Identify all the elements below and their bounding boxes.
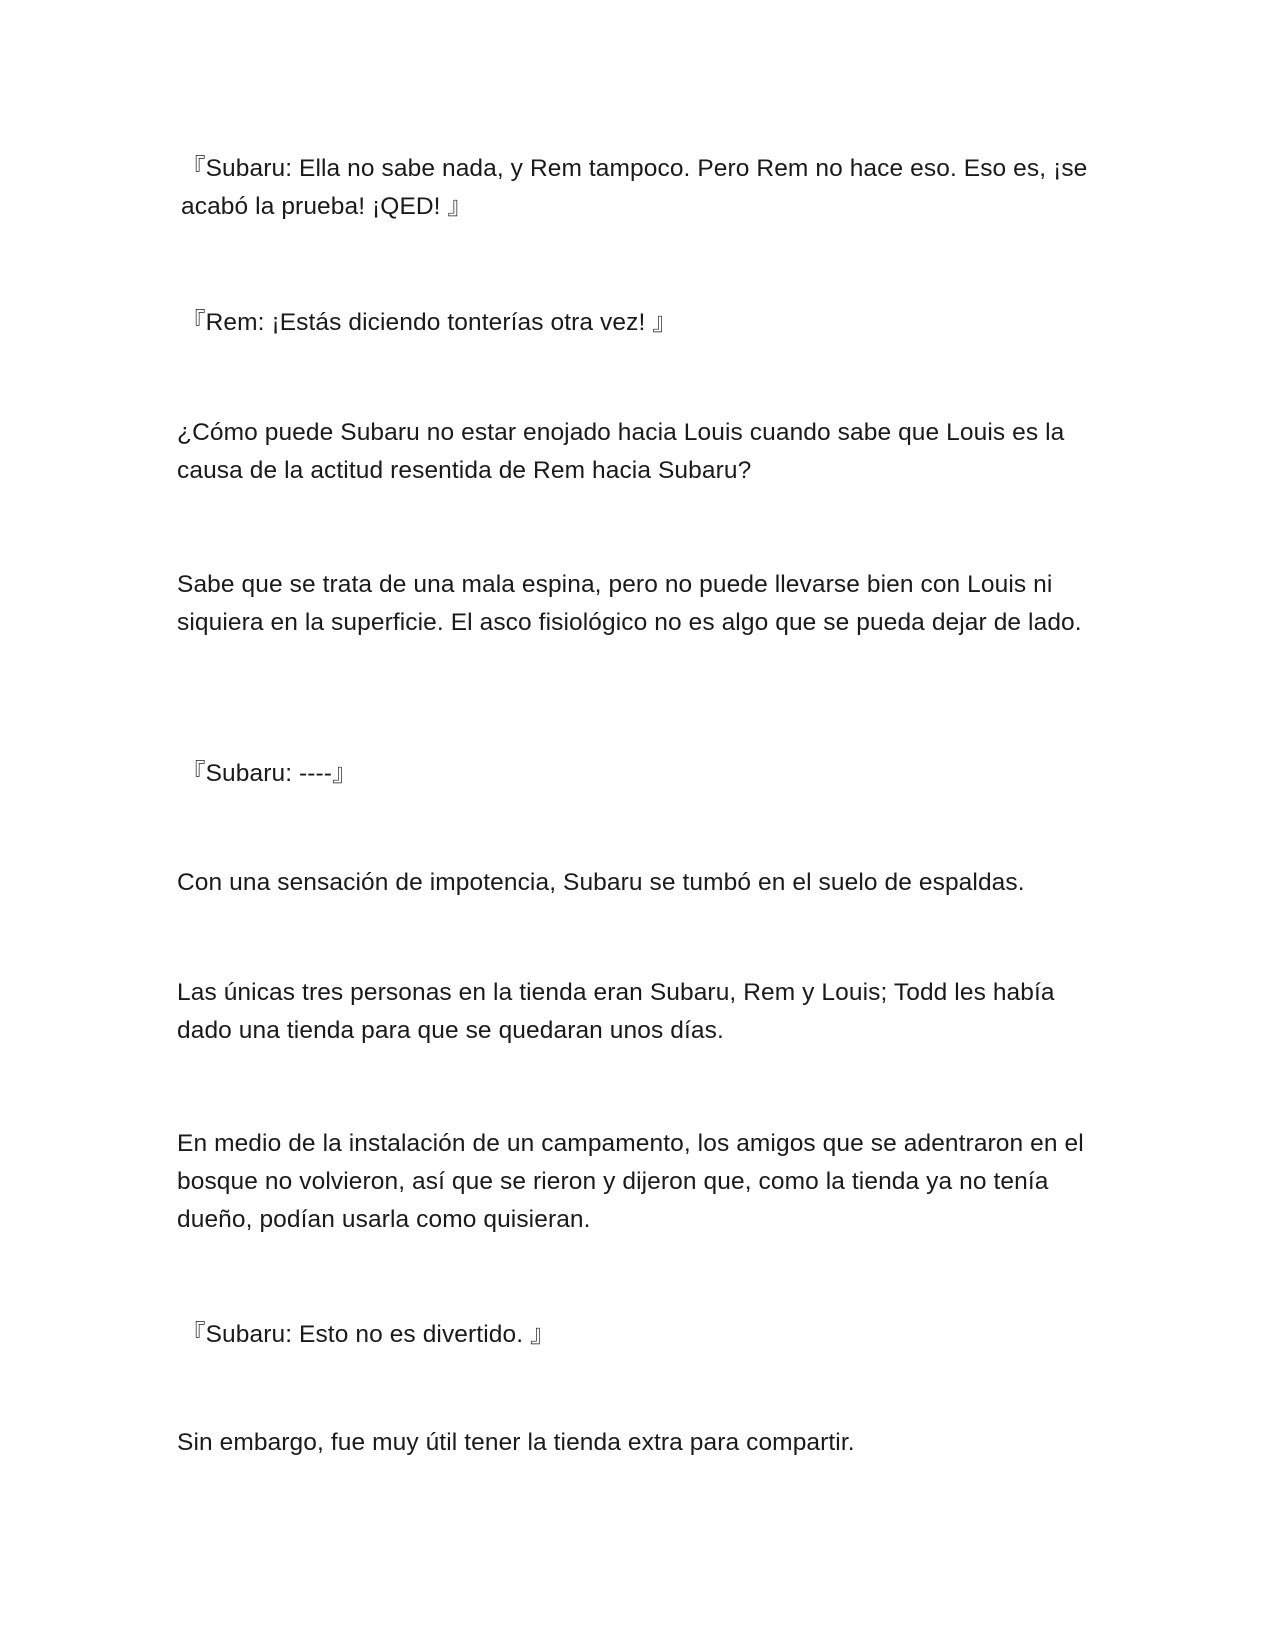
narration-paragraph: Las únicas tres personas en la tienda eran Subaru, Rem y Louis; Todd les había dado una tienda para que se quedaran unos días.	[177, 979, 1055, 1044]
narration-paragraph: Sin embargo, fue muy útil tener la tienda extra para compartir.	[177, 1429, 855, 1456]
dialogue-subaru-silence: 『Subaru: ----』	[181, 760, 357, 787]
dialogue-subaru-qed: 『Subaru: Ella no sabe nada, y Rem tampoco. Pero Rem no hace eso. Eso es, ¡se acabó la prueba! ¡QED! 』	[181, 155, 1088, 220]
narration-paragraph: Sabe que se trata de una mala espina, pero no puede llevarse bien con Louis ni siquiera en la superficie. El asco fisiológico no es algo que se pueda dejar de lado.	[177, 571, 1082, 636]
narration-paragraph: En medio de la instalación de un campamento, los amigos que se adentraron en el bosque no volvieron, así que se rieron y dijeron que, como la tienda ya no tenía dueño, podían usarla como quisieran.	[177, 1130, 1084, 1233]
dialogue-subaru-not-fun: 『Subaru: Esto no es divertido. 』	[181, 1321, 555, 1348]
narration-paragraph: Con una sensación de impotencia, Subaru se tumbó en el suelo de espaldas.	[177, 869, 1025, 896]
dialogue-rem-nonsense: 『Rem: ¡Estás diciendo tonterías otra vez! 』	[181, 309, 677, 336]
narration-paragraph: ¿Cómo puede Subaru no estar enojado hacia Louis cuando sabe que Louis es la causa de la actitud resentida de Rem hacia Subaru?	[177, 419, 1065, 484]
